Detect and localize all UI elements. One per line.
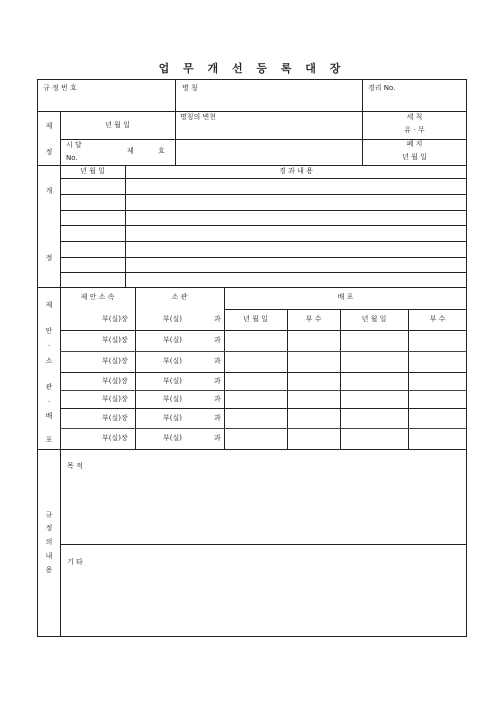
dist-count-header-1: 부 수 [305, 315, 322, 323]
rule [175, 79, 176, 165]
row-bu-sil: 부(실) [163, 357, 182, 365]
ho-label: 호 [158, 147, 165, 155]
dept-side-8: 포 [45, 436, 53, 444]
rule [60, 241, 467, 242]
rule [60, 449, 61, 637]
dist-count-header-2: 부 수 [429, 315, 446, 323]
rule [60, 194, 467, 195]
rule [224, 309, 467, 310]
rule [37, 449, 467, 450]
revision-side-2: 정 [45, 254, 53, 262]
enact-side-1: 제 [45, 122, 53, 130]
rule [60, 210, 467, 211]
dept-side-4: 소 [45, 357, 53, 365]
rule [60, 330, 467, 331]
rules-presence-label: 유 · 무 [404, 126, 425, 134]
dept-side-3: · [47, 342, 51, 350]
row-bu-sil: 부(실) [163, 377, 182, 385]
rule [60, 408, 467, 409]
rule [37, 165, 467, 166]
content-side-5: 용 [45, 566, 53, 574]
purpose-label: 목 적 [67, 462, 83, 470]
rule [125, 165, 126, 287]
row-bu-sil: 부(실) [163, 434, 182, 442]
revision-date-header: 년 월 일 [80, 167, 105, 175]
row-bu-jang: 부(실)장 [102, 434, 128, 442]
dept-side-1: 제 [45, 301, 53, 309]
je-label: 제 [127, 147, 134, 155]
rule [60, 287, 61, 449]
rule [60, 428, 467, 429]
row-bu-jang: 부(실)장 [102, 414, 128, 422]
row-gwa: 과 [214, 357, 221, 365]
other-label: 기 타 [67, 558, 83, 566]
enact-side-2: 정 [45, 148, 53, 156]
row-gwa: 과 [214, 434, 221, 442]
sidal-label: 시 달 [66, 141, 82, 149]
row-bu-jang: 부(실)장 [102, 357, 128, 365]
row-bu-sil: 부(실) [163, 395, 182, 403]
dist-date-header-1: 년 월 일 [243, 315, 268, 323]
rule [60, 257, 467, 258]
content-side-4: 내 [45, 552, 53, 560]
distribution-header: 배 포 [337, 293, 354, 301]
rule [135, 287, 136, 449]
content-side-1: 규 [45, 511, 53, 519]
dept-side-5: 관 [45, 383, 53, 391]
name-label: 명 칭 [182, 84, 198, 92]
content-side-3: 의 [45, 538, 53, 546]
page-title: 업 무 개 선 등 록 대 장 [158, 62, 346, 75]
rule [37, 111, 467, 112]
row-gwa: 과 [214, 377, 221, 385]
rule [60, 272, 467, 273]
row-bu-sil: 부(실) [163, 336, 182, 344]
rule [37, 287, 467, 288]
row-bu-jang: 부(실)장 [102, 315, 128, 323]
revision-history-header: 경 과 내 용 [279, 167, 313, 175]
rules-label: 세 칙 [406, 113, 423, 121]
row-gwa: 과 [214, 336, 221, 344]
dept-side-6: · [47, 398, 51, 406]
row-bu-jang: 부(실)장 [102, 377, 128, 385]
ledger-no-label: 경리 No. [368, 84, 396, 92]
rule [60, 225, 467, 226]
rule [60, 372, 467, 373]
row-gwa: 과 [214, 395, 221, 403]
dept-side-7: 배 [45, 412, 53, 420]
row-bu-jang: 부(실)장 [102, 336, 128, 344]
rule [60, 351, 467, 352]
dept-side-2: 안 [45, 327, 53, 335]
revision-side-1: 개 [45, 187, 53, 195]
abolish-date-label: 년 월 일 [402, 153, 427, 161]
dist-date-header-2: 년 월 일 [361, 315, 387, 323]
name-change-label: 명칭의 변천 [180, 113, 217, 121]
proposal-header: 제 안 소 속 [80, 293, 115, 301]
reg-no-label: 규 정 번 호 [43, 84, 77, 92]
rule [60, 390, 467, 391]
rule [60, 544, 467, 545]
sidal-no-label: No. [66, 154, 78, 162]
row-bu-jang: 부(실)장 [102, 395, 128, 403]
row-gwa: 과 [214, 414, 221, 422]
row-bu-sil: 부(실) [163, 315, 182, 323]
jurisdiction-header: 소 관 [171, 293, 188, 301]
row-bu-sil: 부(실) [163, 414, 182, 422]
abolish-label: 폐 지 [406, 140, 423, 148]
rule [60, 165, 61, 287]
row-gwa: 과 [214, 315, 221, 323]
content-side-2: 정 [45, 524, 53, 532]
rule [224, 287, 225, 449]
rule [60, 111, 61, 165]
enact-date-label: 년 월 일 [105, 121, 130, 129]
rule [60, 178, 467, 179]
